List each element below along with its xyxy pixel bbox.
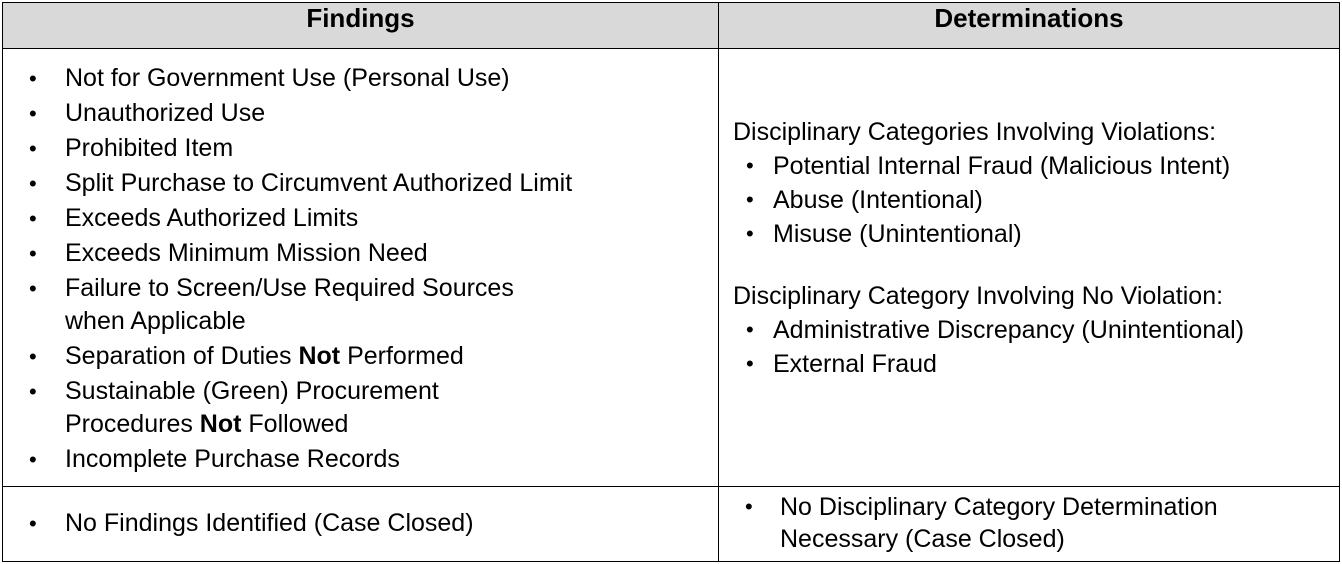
bullet-icon: • <box>29 171 37 196</box>
bullet-icon: • <box>29 379 37 404</box>
main-row <box>3 49 1340 487</box>
violation-item: • Misuse (Unintentional) <box>733 217 1339 251</box>
findings-header: Findings <box>3 3 719 49</box>
finding-item: • Exceeds Minimum Mission Need <box>3 237 718 270</box>
finding-item: • Unauthorized Use <box>3 97 718 130</box>
finding-item: • Prohibited Item <box>3 132 718 165</box>
no-violation-title: Disciplinary Category Involving No Violation: <box>733 282 1224 310</box>
finding-item: • Failure to Screen/Use Required Sources when Applicable <box>29 274 514 335</box>
finding-item: • Split Purchase to Circumvent Authorized Limit <box>3 167 718 200</box>
no-determination-list <box>719 491 1339 555</box>
no-violation-list <box>733 313 1339 381</box>
bullet-icon: • <box>29 511 37 536</box>
finding-item: • Incomplete Purchase Records <box>3 443 718 476</box>
finding-item-sustainable: • Sustainable (Green) Procurement Procedures Not Followed <box>29 377 439 438</box>
bullet-icon: • <box>746 187 754 212</box>
no-findings-item: • No Findings Identified (Case Closed) <box>3 507 718 540</box>
no-findings-list <box>3 507 718 540</box>
bottom-row <box>3 487 1340 562</box>
bullet-icon: • <box>746 153 754 178</box>
determinations-cell <box>719 49 1340 487</box>
violation-item: • Potential Internal Fraud (Malicious Intent) <box>733 149 1339 183</box>
bullet-icon: • <box>746 351 754 376</box>
findings-list <box>3 62 718 476</box>
no-findings-cell <box>3 487 719 562</box>
bullet-icon: • <box>29 206 37 231</box>
no-determination-cell <box>719 487 1340 562</box>
violations-title: Disciplinary Categories Involving Violations: <box>733 118 1217 146</box>
header-row <box>3 3 1340 49</box>
findings-cell <box>3 49 719 487</box>
bullet-icon: • <box>745 494 753 519</box>
violation-item: • Abuse (Intentional) <box>733 183 1339 217</box>
bullet-icon: • <box>746 317 754 342</box>
finding-item: • Not for Government Use (Personal Use) <box>3 62 718 95</box>
finding-item-separation: • Separation of Duties Not Performed <box>3 340 718 373</box>
no-violation-item: • Administrative Discrepancy (Unintentional) <box>733 313 1339 347</box>
bullet-icon: • <box>29 276 37 301</box>
bullet-icon: • <box>746 221 754 246</box>
bullet-icon: • <box>29 447 37 472</box>
determinations-header: Determinations <box>719 3 1340 49</box>
no-violation-item: • External Fraud <box>733 347 1339 381</box>
no-determination-item: • No Disciplinary Category Determination Necessary (Case Closed) <box>745 493 1218 553</box>
bullet-icon: • <box>29 66 37 91</box>
bullet-icon: • <box>29 241 37 266</box>
bullet-icon: • <box>29 101 37 126</box>
bullet-icon: • <box>29 136 37 161</box>
finding-item: • Exceeds Authorized Limits <box>3 202 718 235</box>
bullet-icon: • <box>29 344 37 369</box>
violations-list <box>733 149 1339 251</box>
findings-determinations-table <box>2 2 1340 562</box>
